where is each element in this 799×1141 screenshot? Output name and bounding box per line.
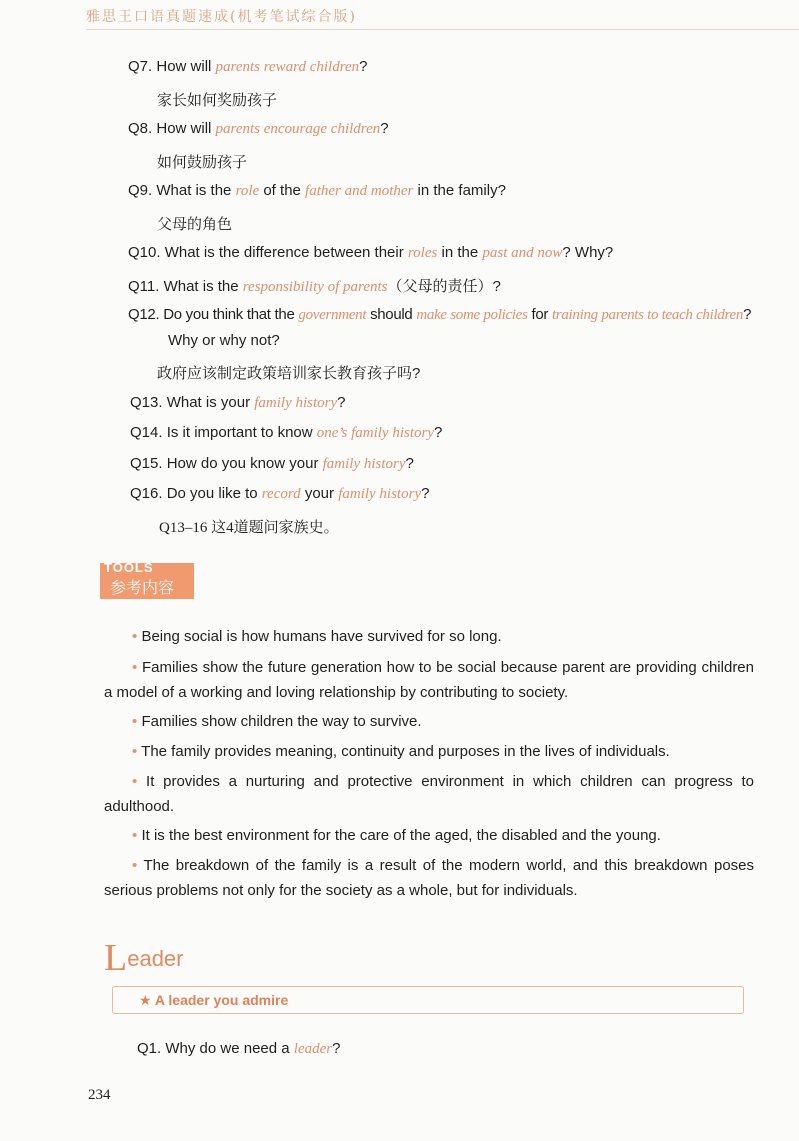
question-q13: Q13. What is your family history?: [130, 394, 346, 411]
bullet-4: • The family provides meaning, continuity and purposes in the lives of individuals.: [132, 743, 670, 760]
question-q7: Q7. How will parents reward children?: [128, 58, 368, 75]
tools-label: [100, 560, 194, 599]
question-q15: Q15. How do you know your family history?: [130, 455, 414, 472]
running-header: 雅思王口语真题速成(机考笔试综合版): [86, 9, 357, 25]
question-q16: Q16. Do you like to record your family history?: [130, 485, 430, 502]
bullet-2: • Families show the future generation how to be social because parent are providing children a model of a working and loving relationship by contributing to society.: [104, 659, 754, 701]
tools-title: 参考内容: [110, 580, 175, 597]
page-number: 234: [88, 1087, 111, 1103]
bullet-7: • The breakdown of the family is a result of the modern world, and this breakdown poses serious problems not only for the society as a whole, but for individuals.: [104, 857, 755, 899]
topic-banner: [112, 986, 744, 1014]
bullet-5: • It provides a nurturing and protective environment in which children can progress to adulthood.: [104, 773, 754, 815]
question-q11: Q11. What is the responsibility of parents（父母的责任）?: [128, 278, 501, 295]
question-q12-continued: Why or why not?: [168, 332, 280, 349]
leader-question-q1: Q1. Why do we need a leader?: [137, 1040, 341, 1057]
question-q10: Q10. What is the difference between their roles in the past and now? Why?: [128, 244, 614, 261]
question-q9-translation: 父母的角色: [157, 216, 233, 233]
header-divider: [86, 29, 799, 30]
question-q8-translation: 如何鼓励孩子: [157, 154, 248, 171]
leader-section-title: Leader: [104, 937, 184, 979]
question-q12-translation: 政府应该制定政策培训家长教育孩子吗?: [157, 365, 421, 382]
topic-title: ★ A leader you admire: [139, 992, 289, 1008]
question-q7-translation: 家长如何奖励孩子: [157, 92, 278, 109]
bullet-1: • Being social is how humans have survived for so long.: [132, 628, 502, 645]
question-q12: Q12. Do you think that the government should make some policies for training parents to teach children?: [128, 306, 752, 323]
questions-note: Q13–16 这4道题问家族史。: [159, 520, 339, 536]
tools-word: TOOLS: [104, 560, 154, 575]
question-q14: Q14. Is it important to know one’s family history?: [130, 424, 443, 441]
bullet-6: • It is the best environment for the care of the aged, the disabled and the young.: [132, 827, 661, 844]
question-q9: Q9. What is the role of the father and mother in the family?: [128, 182, 506, 199]
bullet-3: • Families show children the way to survive.: [132, 713, 422, 730]
question-q8: Q8. How will parents encourage children?: [128, 120, 389, 137]
